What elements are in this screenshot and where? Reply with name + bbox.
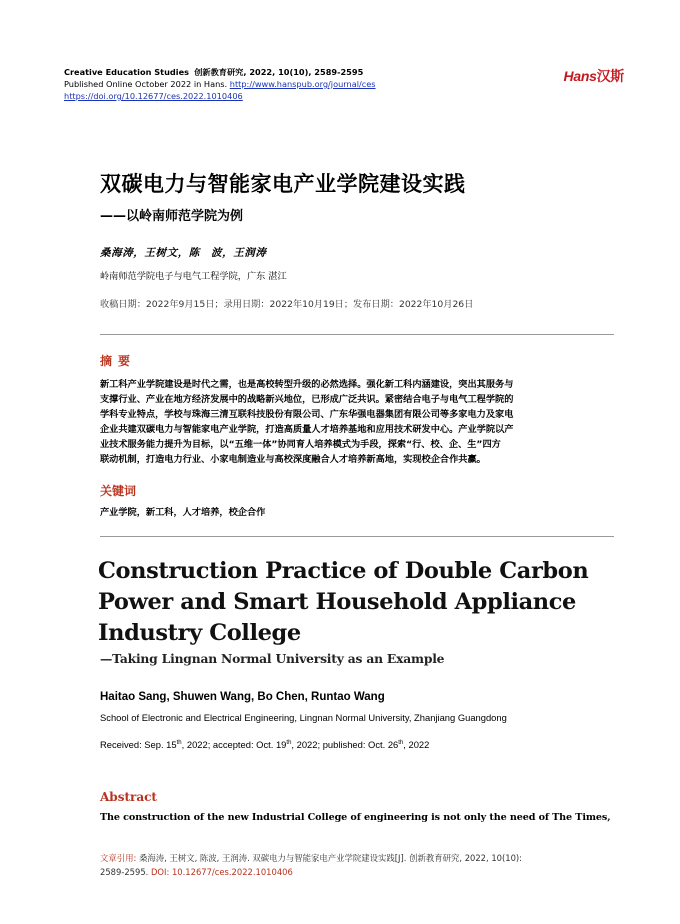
authors-en: Haitao Sang, Shuwen Wang, Bo Chen, Runtao Wang	[100, 691, 385, 703]
abstract-cn	[100, 377, 614, 467]
title-en	[98, 556, 618, 649]
logo-cn: 汉斯	[596, 68, 624, 84]
divider-middle	[100, 536, 614, 537]
abstract-cn-line: 业技术服务能力提升为目标，以“五维一体”协同育人培养模式为手段，探索“行、校、企、生”四方	[100, 439, 501, 450]
citation-doi-link[interactable]: DOI: 10.12677/ces.2022.1010406	[148, 867, 293, 877]
abstract-heading-cn: 摘要	[100, 354, 137, 368]
abstract-cn-line: 企业共建双碳电力与智能家电产业学院，打造高质量人才培养基地和应用技术研发中心。产业学院以产	[100, 424, 514, 435]
journal-citation-cn: 创新教育研究, 2022, 10(10), 2589-2595	[194, 67, 364, 77]
published-line	[64, 78, 624, 90]
year-end: , 2022	[403, 739, 430, 750]
title-en-line: Power and Smart Household Appliance	[98, 589, 576, 615]
abstract-cn-line: 学科专业特点，学校与珠海三清互联科技股份有限公司、广东华强电器集团有限公司等多家电力及家电	[100, 409, 514, 420]
published-sup: th	[398, 740, 404, 746]
published-date: , 2022; published: Oct. 26	[291, 739, 399, 750]
journal-name: Creative Education Studies	[64, 67, 190, 77]
authors-cn: 桑海涛，王树文，陈 波，王润涛	[100, 247, 267, 259]
received-sup: th	[176, 740, 182, 746]
doi-link[interactable]: https://doi.org/10.12677/ces.2022.1010406	[64, 91, 243, 101]
dates-en	[100, 739, 429, 750]
abstract-cn-line: 联动机制，打造电力行业、小家电制造业与高校深度融合人才培养新高地，实现校企合作共赢。	[100, 454, 486, 465]
affiliation-en: School of Electronic and Electrical Engineering, Lingnan Normal University, Zhanjiang Guangdong	[100, 712, 507, 723]
divider-top	[100, 334, 614, 335]
title-en-line: Construction Practice of Double Carbon	[98, 558, 589, 584]
title-en-line: Industry College	[98, 620, 301, 646]
citation-text: 桑海涛, 王树文, 陈波, 王润涛. 双碳电力与智能家电产业学院建设实践[J]. 创新教育研究, 2022, 10(10):	[136, 853, 522, 863]
subtitle-en: —Taking Lingnan Normal University as an Example	[100, 651, 445, 666]
logo-en: Hans	[563, 68, 597, 84]
affiliation-cn: 岭南师范学院电子与电气工程学院，广东 湛江	[100, 271, 287, 282]
dates-cn: 收稿日期：2022年9月15日；录用日期：2022年10月19日；发布日期：2022年10月26日	[100, 299, 474, 310]
citation-label: 文章引用:	[100, 853, 137, 863]
abstract-en: The construction of the new Industrial College of engineering is not only the need of The Times,	[100, 812, 611, 823]
title-cn: 双碳电力与智能家电产业学院建设实践	[100, 172, 466, 196]
journal-line	[64, 66, 624, 78]
received-date: Received: Sep. 15	[100, 739, 177, 750]
keywords-cn: 产业学院，新工科，人才培养，校企合作	[100, 507, 266, 518]
journal-header	[64, 66, 624, 102]
published-text: Published Online October 2022 in Hans.	[64, 79, 228, 89]
abstract-cn-line: 新工科产业学院建设是时代之需，也是高校转型升级的必然选择。强化新工科内涵建设，突出其服务与	[100, 379, 514, 390]
accepted-sup: th	[286, 740, 292, 746]
abstract-heading-en: Abstract	[100, 790, 157, 804]
citation-block	[100, 851, 620, 879]
journal-url-link[interactable]: http://www.hanspub.org/journal/ces	[229, 79, 376, 89]
keywords-heading-cn: 关键词	[100, 484, 137, 498]
subtitle-cn: ——以岭南师范学院为例	[100, 209, 244, 224]
doi-line	[64, 90, 624, 102]
hans-logo	[564, 66, 624, 86]
citation-pages: 2589-2595.	[100, 867, 149, 877]
abstract-cn-line: 支撑行业、产业在地方经济发展中的战略新兴地位，已形成广泛共识。紧密结合电子与电气工程学院的	[100, 394, 514, 405]
accepted-date: , 2022; accepted: Oct. 19	[181, 739, 287, 750]
